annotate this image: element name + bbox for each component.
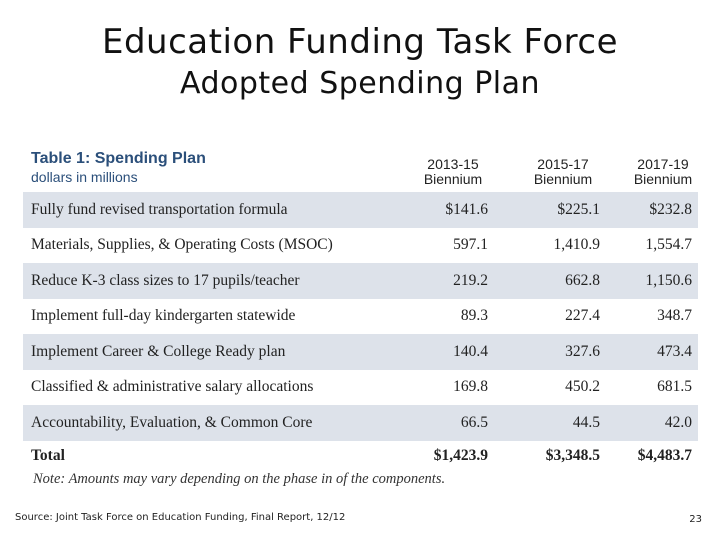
cell-2015-17: 1,410.9: [553, 236, 600, 254]
cell-2017-19: 473.4: [657, 342, 692, 360]
source-citation: Source: Joint Task Force on Education Funding, Final Report, 12/12: [15, 512, 346, 523]
cell-2013-15: 66.5: [460, 413, 488, 431]
cell-2017-19: 681.5: [657, 378, 692, 396]
table-header: [23, 148, 698, 192]
table-row: [23, 263, 698, 299]
table-row: [23, 299, 698, 335]
cell-2013-15: 219.2: [453, 271, 488, 289]
column-header-2017-19: 2017-19 Biennium: [633, 156, 693, 187]
row-label: Reduce K-3 class sizes to 17 pupils/teacher: [31, 271, 300, 289]
cell-2013-15: $141.6: [445, 200, 488, 218]
slide-subtitle: Adopted Spending Plan: [179, 66, 541, 101]
table-row: [23, 228, 698, 264]
cell-2017-19: 1,554.7: [645, 236, 692, 254]
cell-2013-15: 169.8: [453, 378, 488, 396]
row-label: Classified & administrative salary allocations: [31, 378, 314, 396]
table-subtitle: dollars in millions: [31, 169, 138, 185]
row-label: Implement full-day kindergarten statewide: [31, 307, 296, 325]
table-title: Table 1: Spending Plan: [31, 150, 206, 167]
cell-2017-19: 1,150.6: [645, 271, 692, 289]
page-number: 23: [689, 514, 702, 525]
table-row: [23, 405, 698, 441]
cell-2017-19: 42.0: [664, 413, 692, 431]
row-label: Implement Career & College Ready plan: [31, 342, 286, 360]
total-2013-15: $1,423.9: [433, 446, 488, 464]
cell-2017-19: 348.7: [657, 307, 692, 325]
cell-2013-15: 140.4: [453, 342, 488, 360]
row-label: Fully fund revised transportation formula: [31, 200, 288, 218]
cell-2015-17: 450.2: [565, 378, 600, 396]
column-header-2013-15: 2013-15 Biennium: [423, 156, 483, 187]
slide-title: Education Funding Task Force: [101, 22, 618, 62]
total-label: Total: [31, 446, 65, 464]
total-2017-19: $4,483.7: [637, 446, 692, 464]
cell-2015-17: 327.6: [565, 342, 600, 360]
cell-2013-15: 89.3: [460, 307, 488, 325]
column-header-2015-17: 2015-17 Biennium: [533, 156, 593, 187]
spending-plan-table: [23, 148, 698, 488]
table-row: [23, 370, 698, 406]
total-2015-17: $3,348.5: [545, 446, 600, 464]
row-label: Accountability, Evaluation, & Common Core: [31, 413, 313, 431]
table-note: Note: Amounts may vary depending on the phase in of the components.: [33, 470, 446, 487]
cell-2015-17: 227.4: [565, 307, 600, 325]
cell-2015-17: $225.1: [557, 200, 600, 218]
row-label: Materials, Supplies, & Operating Costs (MSOC): [31, 236, 333, 254]
cell-2015-17: 44.5: [572, 413, 600, 431]
cell-2015-17: 662.8: [565, 271, 600, 289]
table-row: [23, 192, 698, 228]
table-total-row: [23, 441, 698, 471]
table-row: [23, 334, 698, 370]
cell-2013-15: 597.1: [453, 236, 488, 254]
cell-2017-19: $232.8: [649, 200, 692, 218]
